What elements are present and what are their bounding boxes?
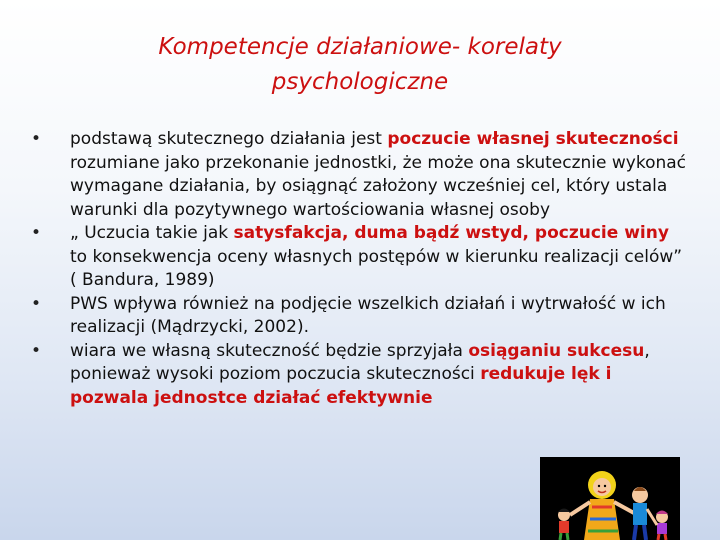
bullet-text: to konsekwencja oceny własnych postępów w kierunku realizacji celów” ( Bandura, 1989) [70,246,683,290]
bullet-item-4 [30,340,690,411]
bullet-text: „ Uczucia takie jak [70,223,234,243]
bullet-list [30,128,690,410]
highlight-text: poczucie własnej skuteczności [387,129,679,149]
slide-title [60,30,660,100]
bullet-text: rozumiane jako przekonanie jednostki, że może ona skutecznie wykonać wymagane działania, by osiągnąć założony wcześniej cel, który ustala warunki dla pozytywnego wartościowania własnej osoby [70,152,687,220]
highlight-text: satysfakcja, duma bądź wstyd, poczucie winy [233,223,669,243]
highlight-text: osiąganiu sukcesu [468,340,645,361]
highlight-text: redukuje lęk i pozwala jednostce działać efektywnie [70,364,612,408]
bullet-marker: • [31,129,42,149]
bullet-text: PWS wpływa również na podjęcie wszelkich działań i wytrwałość w ich realizacji (Mądrzycki, 2002). [70,293,666,337]
bullet-text: podstawą skutecznego działania jest [70,129,388,149]
bullet-item-1 [30,128,690,222]
bullet-text: wiara we własną skuteczność będzie sprzyjała [70,340,469,361]
bullet-item-2 [30,222,690,293]
slide-title-line-1: Kompetencje działaniowe- korelaty [158,34,562,60]
bullet-marker: • [31,223,42,243]
bullet-marker: • [31,340,42,361]
family-children-clipart-icon [540,457,680,540]
slide-title-line-2: psychologiczne [271,69,449,95]
bullet-item-3 [30,293,690,340]
bullet-marker: • [31,293,42,314]
bullet-text: , ponieważ wysoki poziom poczucia skuteczności [70,340,650,384]
